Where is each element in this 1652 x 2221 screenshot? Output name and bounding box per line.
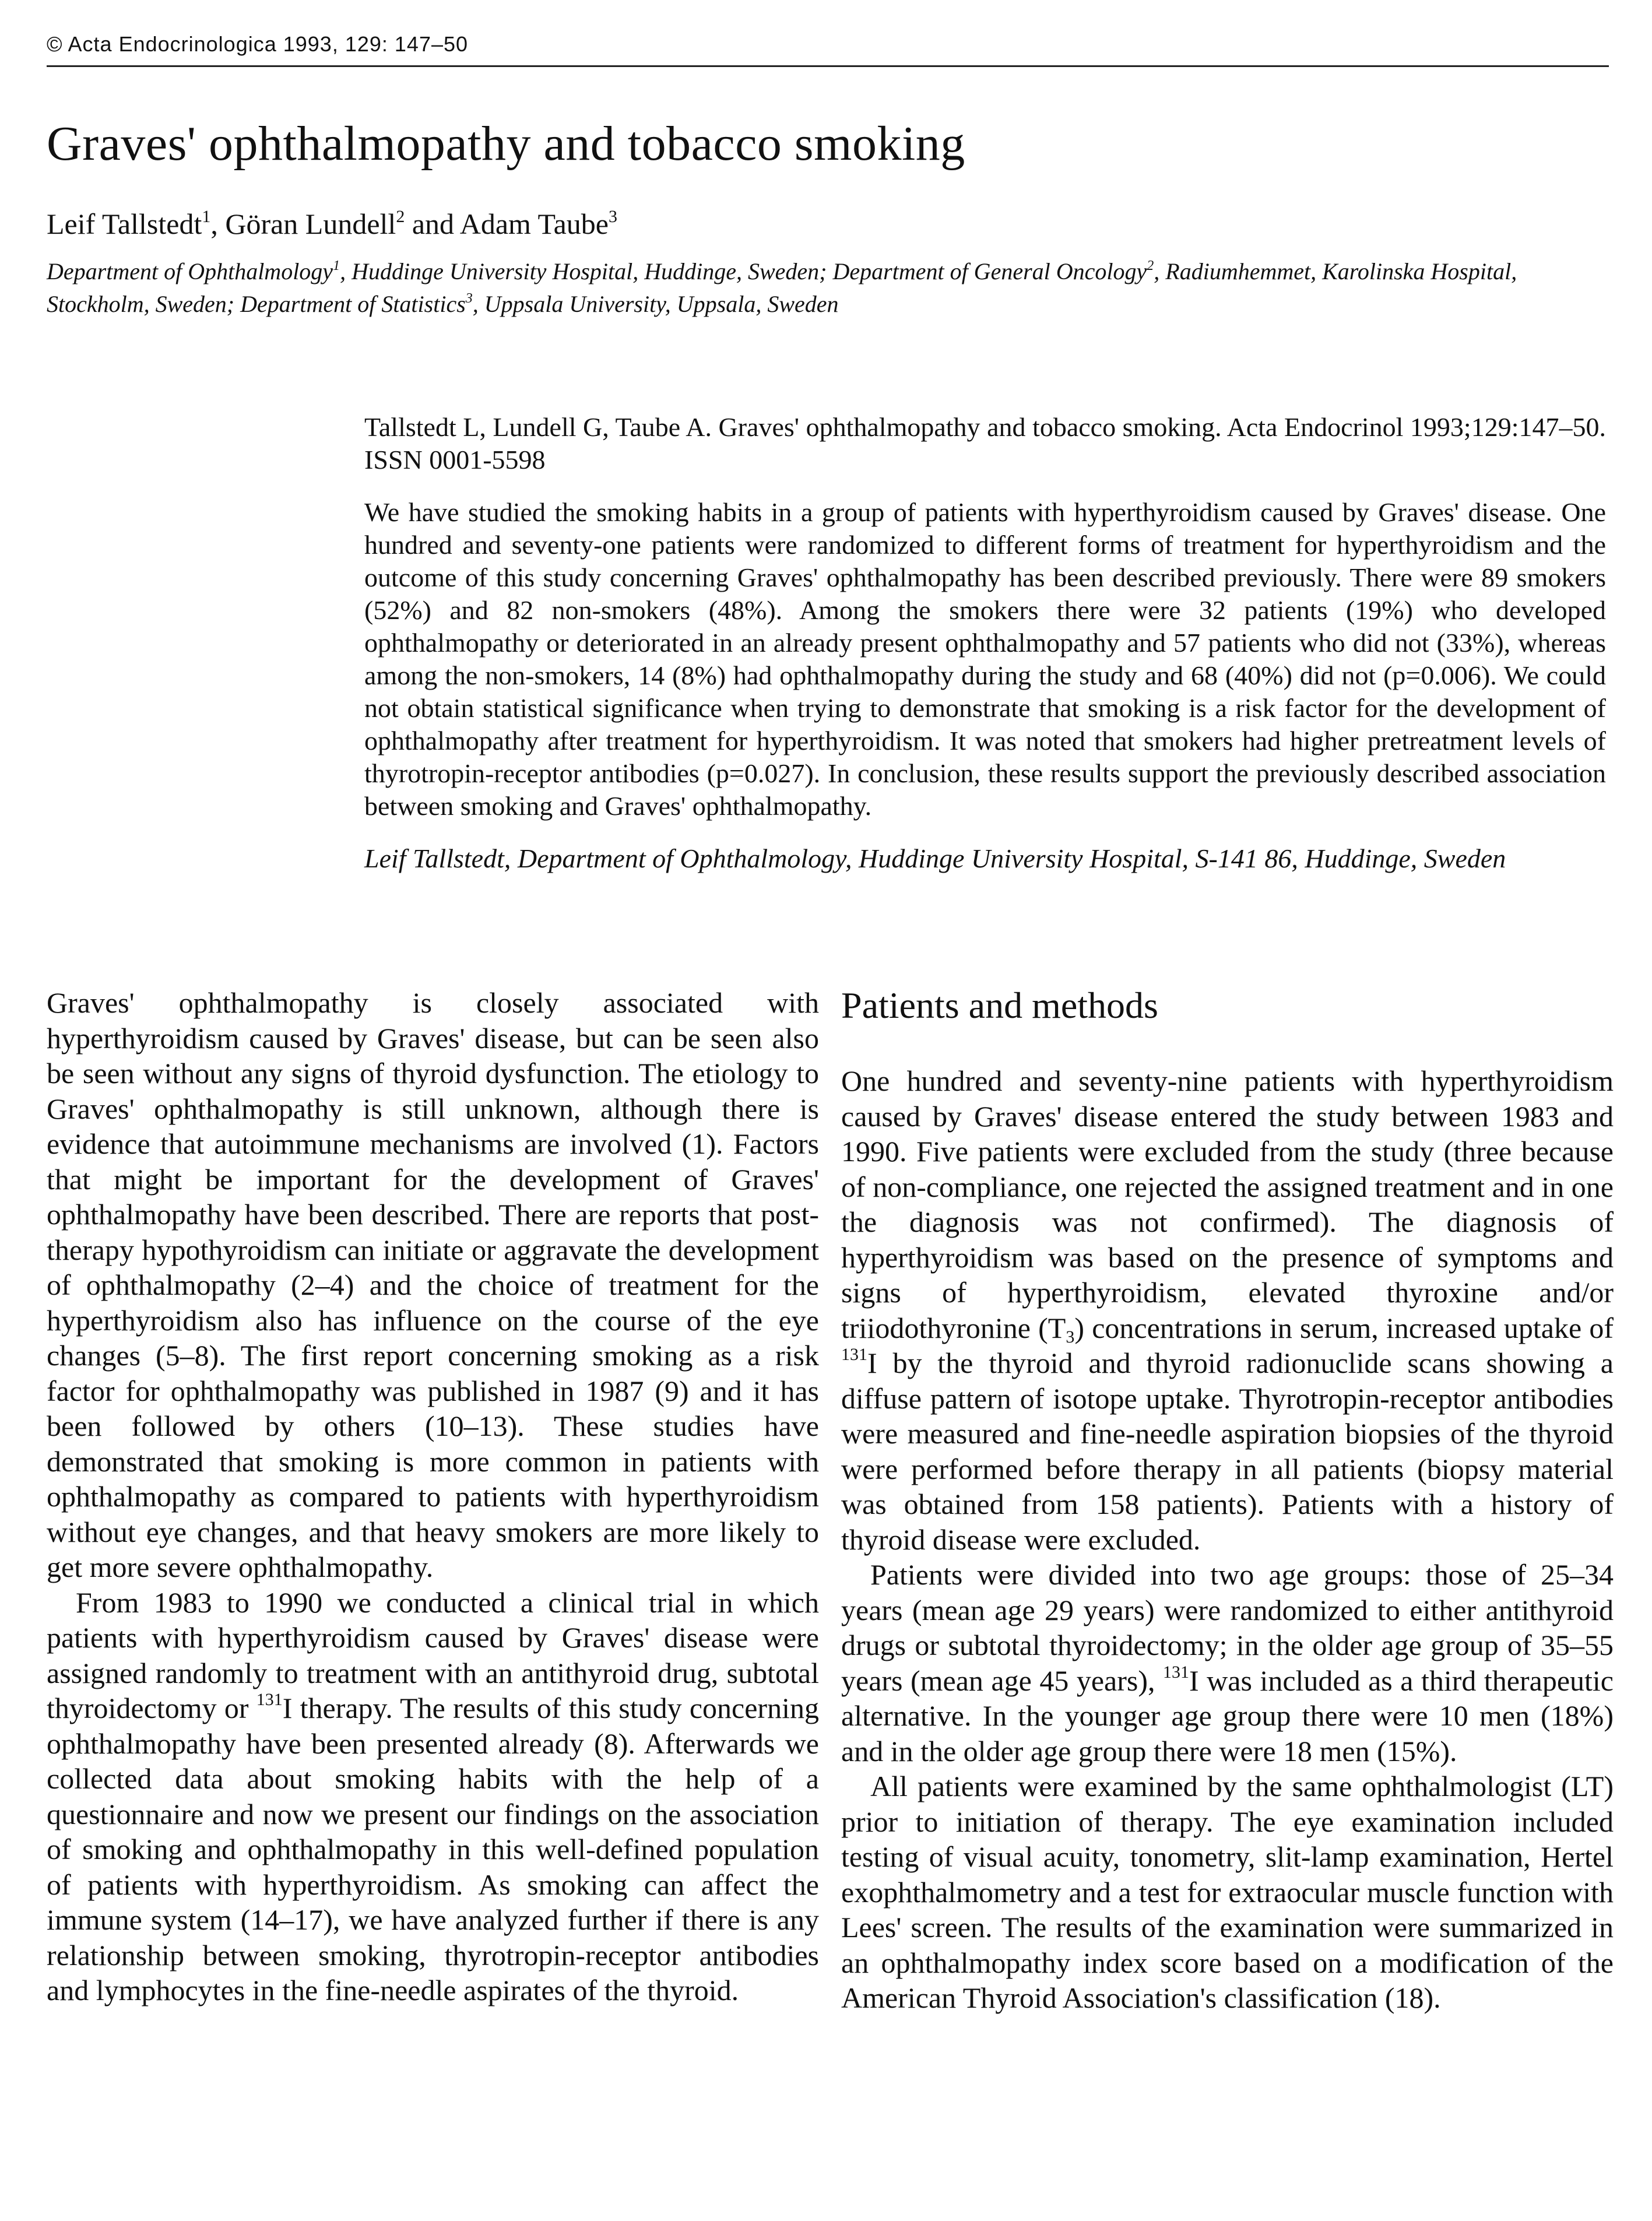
- abstract-citation: Tallstedt L, Lundell G, Taube A. Graves' ophthalmopathy and tobacco smoking. Acta Endocrinol 1993;129:147–50. ISSN 0001-5598: [364, 412, 1606, 475]
- paragraph-text: From 1983 to 1990 we conducted a clinical trial in which patients with hyperthyroidism caused by Graves' disease were assigned randomly to treatment with an antithyroid drug, subtotal thyroidectomy or: [47, 1586, 819, 1724]
- affiliation-text: , Radiumhemmet, Karolinska Hospital, Stockholm, Sweden; Department of Statistics: [47, 258, 1517, 317]
- paragraph: Graves' ophthalmopathy is closely associated with hyperthyroidism caused by Graves' disease, but can be seen also be seen without any signs of thyroid dysfunction. The etiology to Graves' ophthalmopathy is still unknown, although there is evidence that autoimmune mechanisms are involved (1). Factors that might be important for the development of Graves' ophthalmopathy have been described. There are reports that post-therapy hypothyroidism can initiate or aggravate the development of ophthalmopathy (2–4) and the choice of treatment for the hyperthyroidism also has influence on the course of the eye changes (5–8). The first report concerning smoking as a risk factor for ophthalmopathy was published in 1987 (9) and it has been followed by others (10–13). These studies have demonstrated that smoking is more common in patients with ophthalmopathy as compared to patients with hyperthyroidism without eye changes, and that heavy smokers are more likely to get more severe ophthalmopathy.: [47, 986, 819, 1583]
- affiliation-text: , Huddinge University Hospital, Huddinge, Sweden; Department of General Oncology: [340, 258, 1147, 284]
- isotope-superscript: 131: [256, 1690, 283, 1709]
- journal-header: © Acta Endocrinologica 1993, 129: 147–50: [47, 32, 469, 56]
- affiliation-mark: 3: [465, 291, 473, 306]
- paragraph-text: One hundred and seventy-nine patients with hyperthyroidism caused by Graves' disease entered the study between 1983 and 1990. Five patients were excluded from the study (three because of non-compliance, one rejected the assigned treatment and in one the diagnosis was not confirmed). The diagnosis of hyperthyroidism was based on the presence of symptoms and signs of hyperthyroidism, elevated thyroxine and/or triiodothyronine (T: [841, 1064, 1614, 1344]
- header-divider: [47, 65, 1609, 67]
- affiliation-mark: 1: [333, 258, 340, 273]
- article-title: Graves' ophthalmopathy and tobacco smoking: [47, 117, 965, 171]
- isotope-superscript: 131: [1163, 1662, 1189, 1682]
- author-separator: ,: [210, 208, 226, 240]
- author-affiliation-mark: 3: [608, 207, 617, 226]
- paragraph: All patients were examined by the same ophthalmologist (LT) prior to initiation of therapy. The eye examination included testing of visual acuity, tonometry, slit-lamp examination, Hertel exophthalmometry and a test for extraocular muscle function with Lees' screen. The results of the examination were summarized in an ophthalmopathy index score based on a modification of the American Thyroid Association's classification (18).: [841, 1770, 1614, 2014]
- isotope-superscript: 131: [841, 1345, 867, 1364]
- paragraph: [841, 1557, 1614, 1769]
- affiliation-mark: 2: [1147, 258, 1154, 273]
- paragraph-text: I was included as a third therapeutic alternative. In the younger age group there were 10 men (18%) and in the older age group there were 18 men (15%).: [841, 1664, 1614, 1767]
- paragraph-text: I by the thyroid and thyroid radionuclide scans showing a diffuse pattern of isotope uptake. Thyrotropin-receptor antibodies were measured and fine-needle aspiration biopsies of the thyroid were performed before therapy in all patients (biopsy material was obtained from 158 patients). Patients with a history of thyroid disease were excluded.: [841, 1347, 1614, 1556]
- paragraph: [841, 1063, 1614, 1557]
- body-column-left: [47, 985, 819, 2008]
- subscript: 3: [1066, 1327, 1075, 1347]
- section-heading: Patients and methods: [841, 985, 1158, 1026]
- paragraph-text: I therapy. The results of this study concerning ophthalmopathy have been presented already (8). Afterwards we collected data about smoking habits with the help of a questionnaire and now we present our findings on the association of smoking and ophthalmopathy in this well-defined population of patients with hyperthyroidism. As smoking can affect the immune system (14–17), we have analyzed further if there is any relationship between smoking, thyrotropin-receptor antibodies and lymphocytes in the fine-needle aspirates of the thyroid.: [47, 1692, 819, 2006]
- author-name: Göran Lundell: [225, 208, 396, 240]
- author-name: Leif Tallstedt: [47, 208, 202, 240]
- author-affiliation-mark: 2: [396, 207, 405, 226]
- paragraph-text: ) concentrations in serum, increased uptake of: [1074, 1311, 1614, 1344]
- correspondence-address: Leif Tallstedt, Department of Ophthalmology, Huddinge University Hospital, S-141 86, Huddinge, Sweden: [364, 844, 1506, 873]
- author-name: Adam Taube: [459, 208, 609, 240]
- author-list: [47, 207, 617, 241]
- paragraph: [47, 1585, 819, 2008]
- author-affiliation-mark: 1: [202, 207, 211, 226]
- affiliation-text: , Uppsala University, Uppsala, Sweden: [472, 291, 839, 317]
- body-column-right: [841, 985, 1614, 2016]
- affiliation-text: Department of Ophthalmology: [47, 258, 333, 284]
- abstract-text: We have studied the smoking habits in a group of patients with hyperthyroidism caused by Graves' disease. One hundred and seventy-one patients were randomized to different forms of treatment for hyperthyroidism and the outcome of this study concerning Graves' ophthalmopathy has been described previously. There were 89 smokers (52%) and 82 non-smokers (48%). Among the smokers there were 32 patients (19%) who developed ophthalmopathy or deteriorated in an already present ophthalmopathy and 57 patients who did not (33%), whereas among the non-smokers, 14 (8%) had ophthalmopathy during the study and 68 (40%) did not (p=0.006). We could not obtain statistical significance when trying to demonstrate that smoking is a risk factor for the development of ophthalmopathy after treatment for hyperthyroidism. It was noted that smokers had higher pretreatment levels of thyrotropin-receptor antibodies (p=0.027). In conclusion, these results support the previously described association between smoking and Graves' ophthalmopathy.: [364, 497, 1606, 821]
- author-separator: and: [405, 208, 460, 240]
- affiliations: [47, 255, 1621, 321]
- abstract: [364, 411, 1606, 875]
- paragraph-text: Patients were divided into two age groups: those of 25–34 years (mean age 29 years) were randomized to either antithyroid drugs or subtotal thyroidectomy; in the older age group of 35–55 years (mean age 45 years),: [841, 1558, 1614, 1697]
